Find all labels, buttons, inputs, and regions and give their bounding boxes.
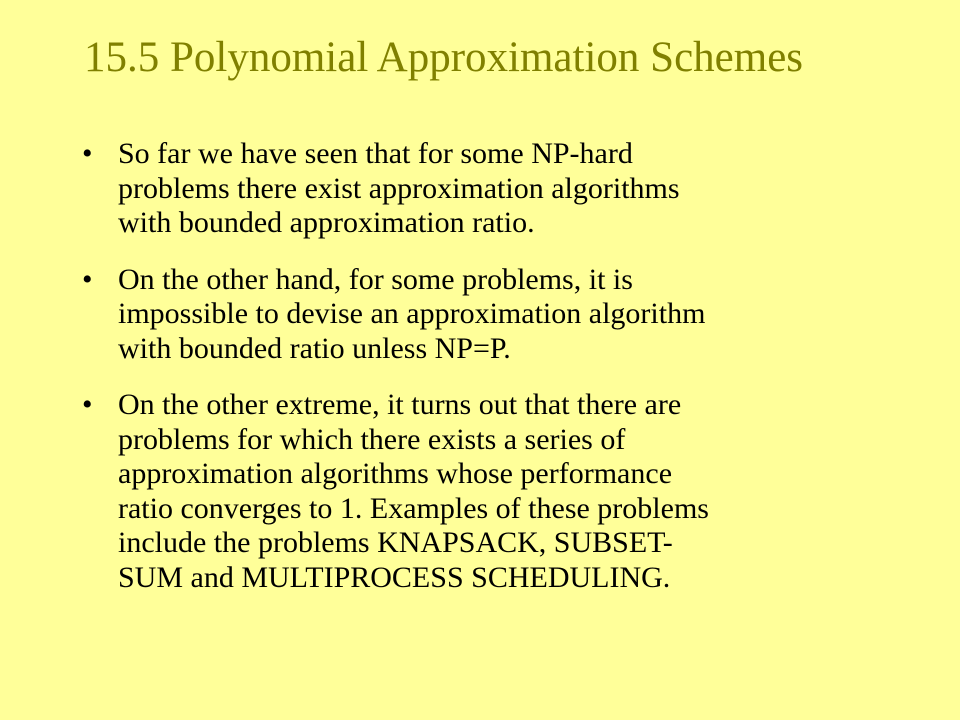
bullet-text bbox=[118, 263, 882, 367]
bullet-line: include the problems KNAPSACK, SUBSET- bbox=[118, 526, 673, 559]
bullet-line: approximation algorithms whose performance bbox=[118, 457, 673, 490]
bullet-line: problems for which there exists a series of bbox=[118, 422, 626, 456]
bullet-line: On the other extreme, it turns out that there are bbox=[118, 388, 682, 421]
bullet-item bbox=[82, 263, 882, 367]
bullet-text bbox=[118, 388, 882, 595]
bullet-list bbox=[82, 137, 882, 617]
bullet-icon: • bbox=[82, 137, 93, 170]
bullet-line: with bounded approximation ratio. bbox=[118, 206, 535, 239]
bullet-item bbox=[82, 388, 882, 595]
slide-title: 15.5 Polynomial Approximation Schemes bbox=[84, 34, 804, 81]
bullet-item bbox=[82, 137, 882, 241]
bullet-line: problems there exist approximation algorithms bbox=[118, 171, 680, 205]
bullet-line: with bounded ratio unless NP=P. bbox=[118, 331, 511, 365]
bullet-icon: • bbox=[82, 262, 93, 296]
bullet-text bbox=[118, 137, 882, 241]
bullet-line: On the other hand, for some problems, it is bbox=[118, 262, 633, 296]
bullet-icon: • bbox=[82, 388, 93, 421]
bullet-line: SUM and MULTIPROCESS SCHEDULING. bbox=[118, 560, 671, 594]
bullet-line: impossible to devise an approximation algorithm bbox=[118, 297, 706, 330]
bullet-line: So far we have seen that for some NP-hard bbox=[118, 137, 633, 170]
bullet-line: ratio converges to 1. Examples of these problems bbox=[118, 491, 709, 525]
